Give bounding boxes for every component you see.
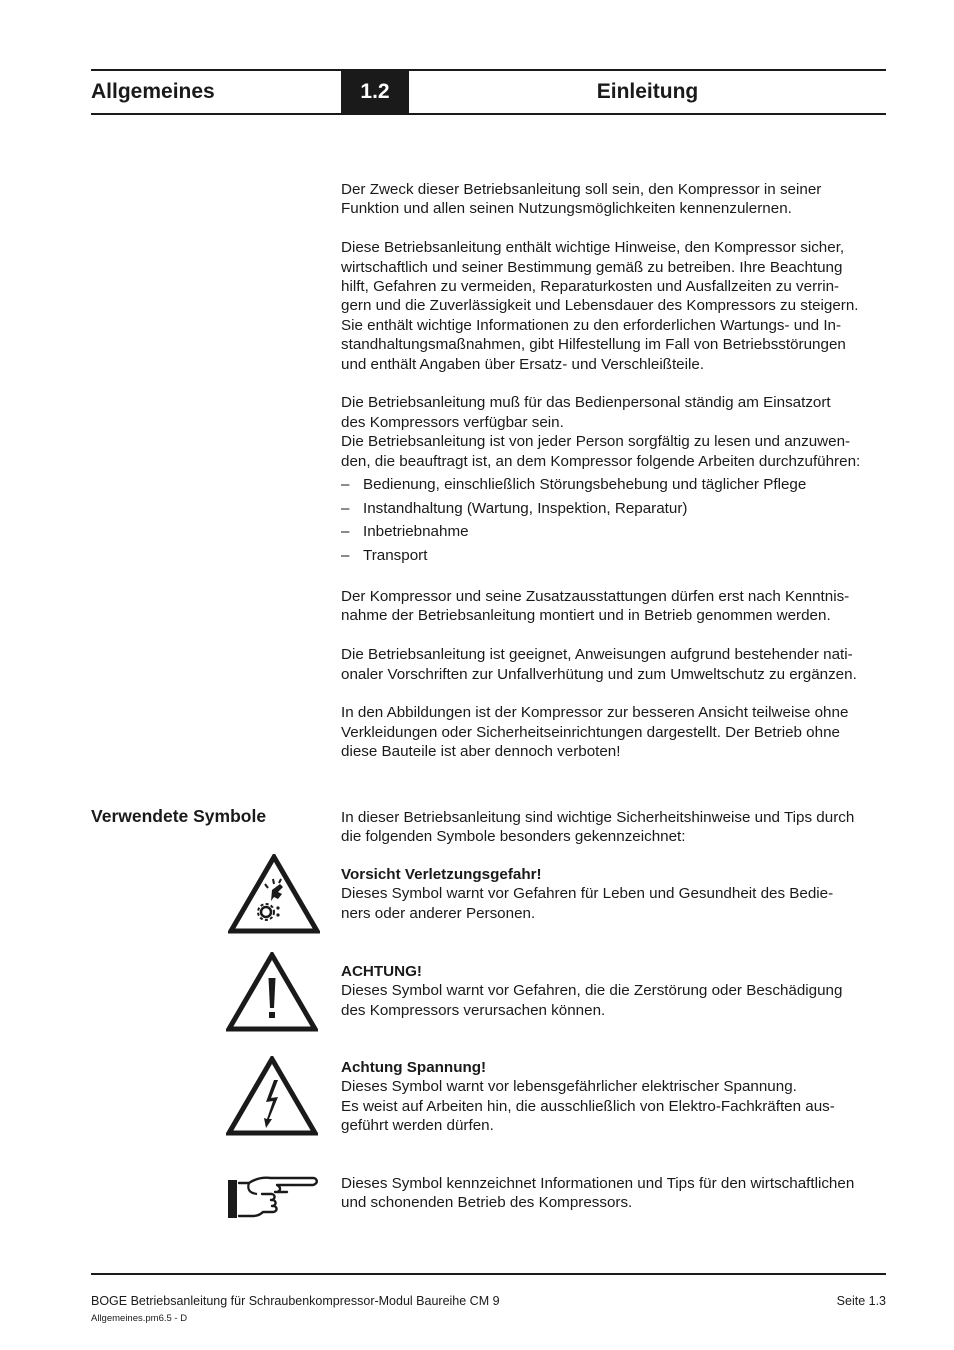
symbol-spannung-title: Achtung Spannung! — [341, 1059, 487, 1076]
symbol-achtung-title: ACHTUNG! — [341, 963, 422, 980]
symbol-injury-title: Vorsicht Verletzungsgefahr! — [341, 866, 542, 883]
intro-paragraph-6: In den Abbildungen ist der Kompressor zur besseren Ansicht teilweise ohne Verkleidungen oder Sicherheitseinrichtungen dargestellt. Der Betrieb ohne diese Bauteile ist aber dennoch verboten! — [341, 704, 849, 761]
intro-paragraph-4: Der Kompressor und seine Zusatzausstattungen dürfen erst nach Kenntnis- nahme der Betriebsanleitung montiert und in Betrieb genommen werden. — [341, 588, 850, 625]
chapter-title: Allgemeines — [91, 80, 215, 103]
symbol-injury-text: Vorsicht Verletzungsgefahr! Dieses Symbol warnt vor Gefahren für Leben und Gesundheit des Bedie- ners oder anderer Personen. — [341, 866, 834, 922]
intro-paragraph-2: Diese Betriebsanleitung enthält wichtige Hinweise, den Kompressor sicher, wirtschaftlich und seiner Bestimmung gemäß zu betreiben. Ihre Beachtung hilft, Gefahren zu vermeiden, Reparaturkosten und Ausfallzeiten zu verrin- gern und die Zuverlässigkeit und Lebensdauer des Kompressors zu steigern. Sie enthält wichtige Informationen zu den erforderlichen Wartungs- und In- standhaltungsmaßnahmen, gibt Hilfestellung im Fall von Betriebsstörungen und enthält Angaben über Ersatz- und Verschleißteile. — [341, 239, 859, 373]
task-list — [341, 473, 889, 567]
header-bottom-rule — [91, 113, 886, 115]
intro-paragraph-5: Die Betriebsanleitung ist geeignet, Anweisungen aufgrund bestehender nati- onaler Vorschriften zur Unfallverhütung und zum Umweltschutz zu ergänzen. — [341, 646, 857, 683]
list-item: – Transport — [341, 546, 428, 564]
symbols-heading: Verwendete Symbole — [91, 806, 267, 826]
intro-paragraph-3: Die Betriebsanleitung muß für das Bedienpersonal ständig am Einsatzort des Kompressors verfügbar sein. Die Betriebsanleitung ist von jeder Person sorgfältig zu lesen und anzuwen- den, die beauftragt ist, an dem Kompressor folgende Arbeiten durchzuführen: — [341, 394, 861, 470]
injury-warning-icon — [228, 854, 320, 934]
symbol-achtung-text: ACHTUNG! Dieses Symbol warnt vor Gefahren, die die Zerstörung oder Beschädigung des Kompressors verursachen können. — [341, 963, 843, 1019]
symbols-intro: In dieser Betriebsanleitung sind wichtige Sicherheitshinweise und Tips durch die folgenden Symbole besonders gekennzeichnet: — [341, 809, 855, 846]
page-number: Seite 1.3 — [836, 1294, 886, 1308]
section-number-badge: 1.2 — [341, 70, 409, 114]
pointing-hand-icon — [227, 1172, 321, 1224]
footer-document-title: BOGE Betriebsanleitung für Schraubenkompressor-Modul Baureihe CM 9 — [91, 1294, 500, 1308]
intro-text — [341, 180, 889, 762]
symbol-spannung-text: Achtung Spannung! Dieses Symbol warnt vor lebensgefährlicher elektrischer Spannung. Es weist auf Arbeiten hin, die ausschließlich von Elektro-Fachkräften aus- geführt werden dürfen. — [341, 1059, 835, 1135]
symbol-tip-text: Dieses Symbol kennzeichnet Informationen und Tips für den wirtschaftlichen und schonenden Betrieb des Kompressors. — [341, 1175, 855, 1212]
section-title: Einleitung — [596, 80, 699, 103]
intro-paragraph-1: Der Zweck dieser Betriebsanleitung soll sein, den Kompressor in seiner Funktion und allen seinen Nutzungsmöglichkeiten kennenzulernen. — [341, 181, 822, 218]
list-item: – Bedienung, einschließlich Störungsbehebung und täglicher Pflege — [341, 476, 807, 494]
footer-file-name: Allgemeines.pm6.5 - D — [91, 1313, 188, 1324]
header-top-rule — [91, 69, 886, 71]
footer-rule — [91, 1273, 886, 1275]
list-item: – Instandhaltung (Wartung, Inspektion, Reparatur) — [341, 499, 688, 517]
list-item: – Inbetriebnahme — [341, 523, 469, 541]
high-voltage-warning-icon — [226, 1056, 318, 1136]
exclamation-warning-icon — [226, 952, 318, 1032]
